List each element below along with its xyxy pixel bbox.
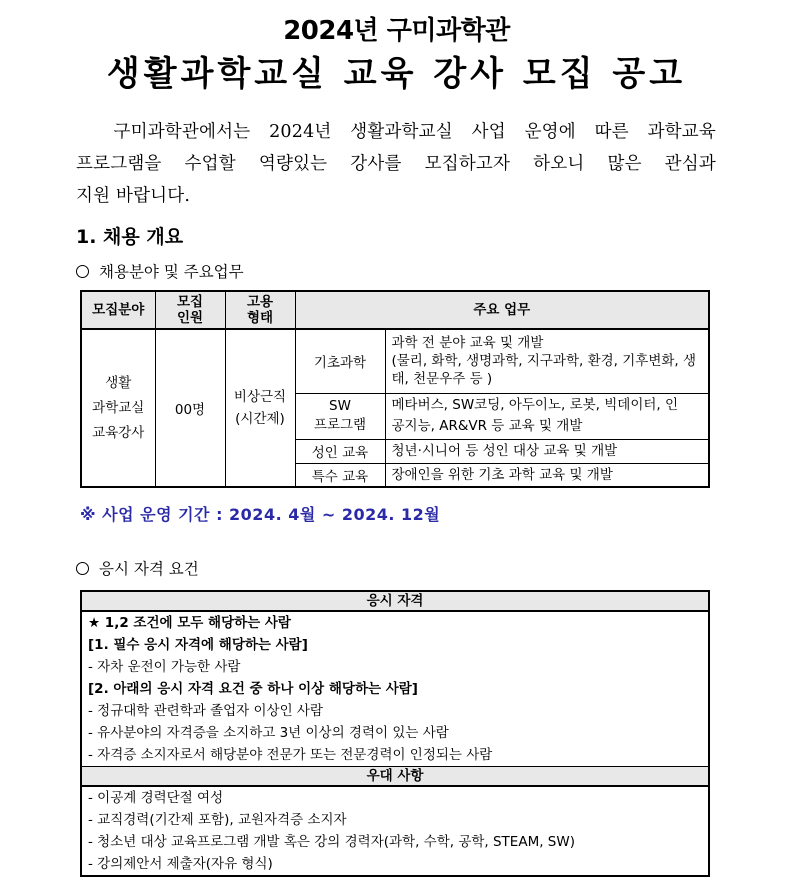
header-type: 고용 형태 [225,291,295,329]
intro-line-2: 프로그램을 수업할 역량있는 강사를 모집하고자 하오니 많은 관심과 [76,154,716,174]
cell-category-adult: 성인 교육 [295,439,385,463]
page-title: 생활과학교실 교육 강사 모집 공고 [106,54,687,94]
cell-duty-adult: 청년·시니어 등 성인 대상 교육 및 개발 [385,439,709,463]
recruit-table [80,290,710,488]
cell-category-basic: 기초과학 [295,329,385,393]
title-line-1: 2024년 구미과학관 [283,16,510,46]
subheading-qualification-text: 응시 자격 요건 [99,560,199,578]
qualification-row: ★ 1,2 조건에 모두 해당하는 사람 [81,611,709,634]
subheading-qualification [76,557,199,579]
header-qualification: 응시 자격 [81,591,709,611]
circle-bullet-icon [76,265,89,278]
period-note: ※ 사업 운영 기간 : 2024. 4월 ~ 2024. 12월 [80,505,441,524]
header-duty: 주요 업무 [295,291,709,329]
section-heading: 1. 채용 개요 [76,226,184,248]
qualification-row: - 유사분야의 자격증을 소지하고 3년 이상의 경력이 있는 사람 [81,722,709,744]
intro-line-1: 구미과학관에서는 2024년 생활과학교실 사업 운영에 따른 과학교육 [76,122,716,142]
preference-row: - 이공계 경력단절 여성 [81,786,709,809]
preference-row: - 교직경력(기간제 포함), 교원자격증 소지자 [81,809,709,831]
qualification-row: [2. 아래의 응시 자격 요건 중 하나 이상 해당하는 사람] [81,678,709,700]
qualification-row: - 정규대학 관련학과 졸업자 이상인 사람 [81,700,709,722]
qualification-row: - 자격증 소지자로서 해당분야 전문가 또는 전문경력이 인정되는 사람 [81,744,709,767]
cell-type: 비상근직 (시간제) [225,329,295,487]
intro-line-3: 지원 바랍니다. [76,186,191,206]
qualification-table [80,590,710,877]
preference-row: - 청소년 대상 교육프로그램 개발 혹은 강의 경력자(과학, 수학, 공학, STEAM, SW) [81,831,709,853]
cell-category-special: 특수 교육 [295,463,385,487]
cell-duty-sw: 메타버스, SW코딩, 아두이노, 로봇, 빅데이터, 인 공지능, AR&VR 등 교육 및 개발 [385,393,709,439]
header-preference: 우대 사항 [81,767,709,787]
preference-row: - 강의제안서 제출자(자유 형식) [81,853,709,876]
qualification-row: - 자차 운전이 가능한 사람 [81,656,709,678]
header-field: 모집분야 [81,291,155,329]
subheading-recruit [76,260,244,282]
cell-duty-special: 장애인을 위한 기초 과학 교육 및 개발 [385,463,709,487]
cell-count: 00명 [155,329,225,487]
cell-field: 생활 과학교실 교육강사 [81,329,155,487]
cell-category-sw: SW 프로그램 [295,393,385,439]
header-count: 모집 인원 [155,291,225,329]
cell-duty-basic: 과학 전 분야 교육 및 개발 (물리, 화학, 생명과학, 지구과학, 환경, 기후변화, 생 태, 천문우주 등 ) [385,329,709,393]
qualification-row: [1. 필수 응시 자격에 해당하는 사람] [81,634,709,656]
intro-paragraph [76,116,716,212]
subheading-recruit-text: 채용분야 및 주요업무 [99,263,244,281]
circle-bullet-icon [76,562,89,575]
